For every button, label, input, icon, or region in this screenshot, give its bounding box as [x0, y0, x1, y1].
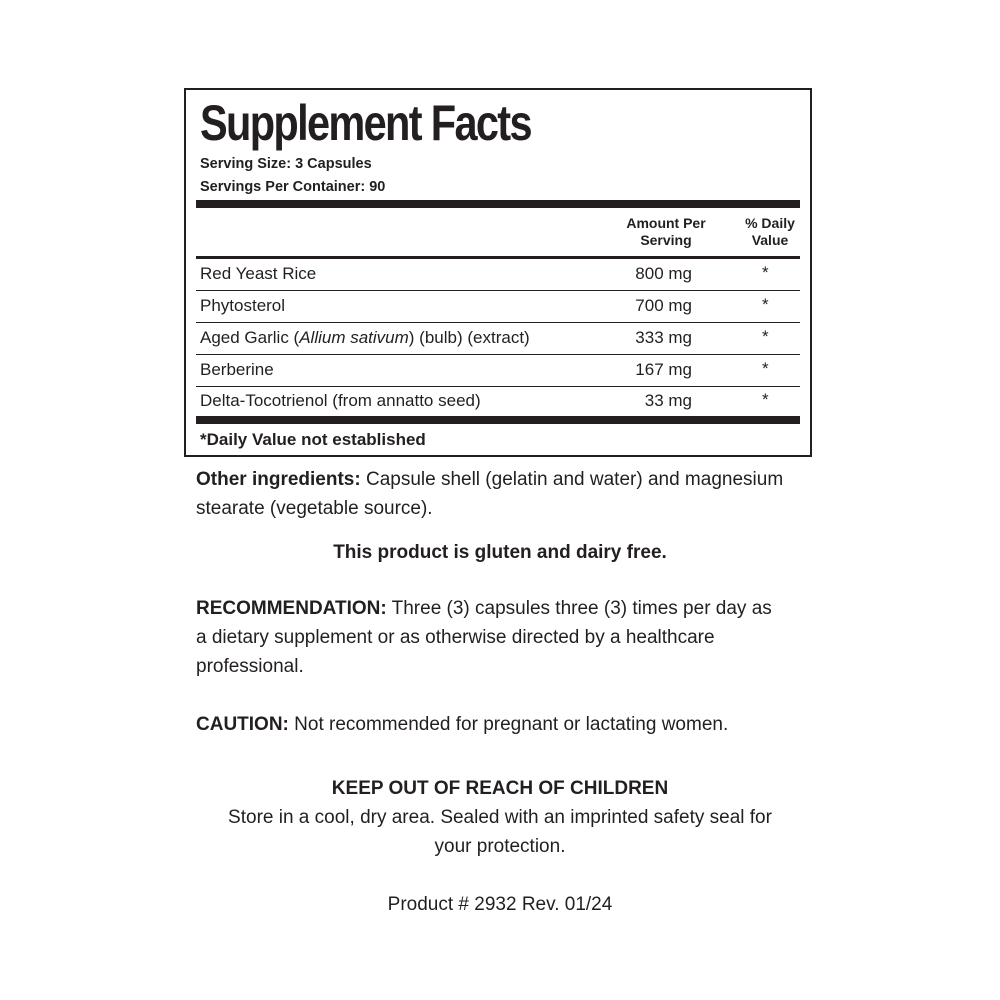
ingredient-row [196, 323, 800, 355]
ingredient-name-latin: Allium sativum [299, 328, 409, 347]
ingredient-amount: 167 mg [635, 360, 692, 379]
storage-line1: Store in a cool, dry area. Sealed with an imprinted safety seal for [228, 807, 772, 828]
ingredient-name-prefix: Aged Garlic ( [200, 328, 300, 347]
caution [196, 710, 728, 739]
ingredient-amount: 333 mg [635, 328, 692, 347]
ingredient-name: Red Yeast Rice [200, 264, 317, 283]
gluten-dairy-statement: This product is gluten and dairy free. [333, 542, 667, 563]
serving-size: Serving Size: 3 Capsules [200, 156, 372, 172]
ingredient-row [196, 355, 800, 387]
recommendation-text: Three (3) capsules three (3) times per day as [386, 598, 772, 619]
ingredient-amount: 800 mg [635, 264, 692, 283]
ingredient-amount: 700 mg [635, 296, 692, 315]
ingredient-name: Phytosterol [200, 296, 286, 315]
ingredient-row [196, 259, 800, 291]
ingredient-name-suffix: ) (bulb) (extract) [408, 328, 530, 347]
other-ingredients-line1 [196, 465, 783, 494]
supplement-facts-panel [184, 88, 812, 457]
panel-title: Supplement Facts [200, 95, 531, 151]
column-header-amount [611, 215, 721, 249]
product-number: Product # 2932 Rev. 01/24 [387, 894, 613, 915]
servings-per-container: Servings Per Container: 90 [200, 179, 386, 195]
caution-text: Not recommended for pregnant or lactating women. [288, 714, 729, 735]
storage-line2: your protection. [434, 836, 566, 857]
ingredient-name: Delta-Tocotrienol (from annatto seed) [200, 391, 481, 410]
ingredient-daily-value: * [762, 359, 769, 378]
ingredient-row [196, 386, 800, 417]
ingredient-daily-value: * [762, 390, 769, 409]
column-header-amount-line2: Serving [640, 232, 692, 248]
recommendation-line3: professional. [196, 656, 304, 677]
caution-line [196, 710, 728, 739]
ingredient-name: Berberine [200, 360, 274, 379]
other-ingredients-line2: stearate (vegetable source). [196, 498, 433, 519]
recommendation [196, 594, 772, 681]
ingredient-row [196, 291, 800, 323]
ingredient-amount: 33 mg [644, 391, 692, 410]
thick-divider-bottom [196, 416, 800, 424]
column-header-daily-value [730, 215, 810, 249]
keep-out-of-reach: KEEP OUT OF REACH OF CHILDREN [331, 778, 669, 799]
thick-divider-top [196, 200, 800, 208]
caution-label: CAUTION: [196, 714, 289, 735]
ingredient-daily-value: * [762, 327, 769, 346]
column-header-amount-line1: Amount Per [626, 215, 706, 231]
daily-value-footnote: *Daily Value not established [200, 430, 426, 449]
ingredient-name [200, 328, 530, 348]
recommendation-label: RECOMMENDATION: [196, 598, 387, 619]
column-header-dv-line2: Value [751, 232, 789, 248]
ingredient-daily-value: * [762, 295, 769, 314]
other-ingredients [196, 465, 783, 523]
other-ingredients-text: Capsule shell (gelatin and water) and magnesium [360, 469, 784, 490]
column-header-dv-line1: % Daily [745, 215, 795, 231]
ingredient-daily-value: * [762, 263, 769, 282]
recommendation-line2: a dietary supplement or as otherwise directed by a healthcare [196, 627, 715, 648]
recommendation-line1 [196, 594, 772, 623]
other-ingredients-label: Other ingredients: [196, 469, 361, 490]
